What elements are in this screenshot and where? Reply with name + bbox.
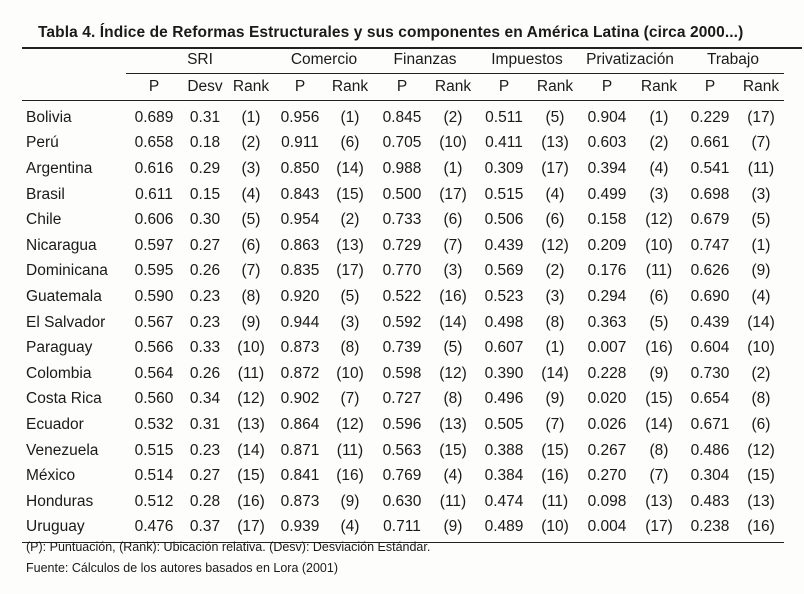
country-cell: Ecuador [26,415,84,433]
value-cell: 0.523 [484,287,524,305]
value-cell: (11) [237,364,265,382]
value-cell: 0.474 [484,492,524,510]
value-cell: 0.727 [382,390,422,408]
sub-header-cell: Rank [532,74,578,101]
value-cell: (16) [541,467,569,485]
value-cell: 0.394 [587,159,627,177]
table-row [22,412,784,438]
value-cell: 0.514 [134,467,174,485]
value-cell: (14) [645,415,673,433]
value-cell: 0.18 [189,134,221,152]
value-cell: 0.616 [134,159,174,177]
value-cell: 0.841 [280,467,320,485]
value-cell: (10) [532,515,578,543]
value-cell: (13) [439,415,467,433]
value-cell: 0.007 [587,339,627,357]
value-cell: 0.541 [690,159,730,177]
sub-header-cell: Rank [636,74,682,101]
value-cell: 0.598 [382,364,422,382]
value-cell: 0.845 [382,108,422,126]
table-row [22,156,784,182]
table-row [22,284,784,310]
value-cell: (15) [747,467,775,485]
value-cell: (9) [340,492,360,510]
value-cell: (10) [237,339,265,357]
value-cell: 0.384 [484,467,524,485]
value-cell: (6) [340,134,360,152]
value-cell: 0.304 [690,467,730,485]
table-row [22,233,784,259]
value-cell: (5) [340,287,360,305]
country-cell: Brasil [26,185,65,203]
table-row [22,489,784,515]
value-cell: (16) [645,339,673,357]
value-cell: (4) [649,159,669,177]
value-cell: (9) [751,262,771,280]
value-cell: 0.769 [382,467,422,485]
value-cell: 0.390 [484,364,524,382]
value-cell: (15) [541,441,569,459]
value-cell: (14) [541,364,569,382]
value-cell: 0.294 [587,287,627,305]
value-cell: (3) [545,287,565,305]
sub-header-cell: Rank [326,74,374,101]
group-header-sri: SRI [126,47,274,74]
value-cell: 0.739 [382,339,422,357]
value-cell: (15) [336,185,364,203]
value-cell: 0.770 [382,262,422,280]
table-row [22,131,784,157]
value-cell: 0.23 [189,287,221,305]
value-cell: 0.835 [280,262,320,280]
value-cell: 0.363 [587,313,627,331]
value-cell: 0.505 [484,415,524,433]
value-cell: (11) [541,492,569,510]
value-cell: (5) [443,339,463,357]
value-cell: 0.020 [587,390,627,408]
value-cell: (10) [439,134,467,152]
value-cell: (4) [545,185,565,203]
sub-header-cell: P [578,74,636,101]
country-cell: Chile [26,211,62,229]
value-cell: (2) [545,262,565,280]
value-cell: 0.098 [587,492,627,510]
value-cell: 0.872 [280,364,320,382]
value-cell: 0.698 [690,185,730,203]
value-cell: 0.411 [485,134,523,152]
value-cell: 0.26 [189,364,221,382]
value-cell: 0.564 [134,364,174,382]
value-cell: 0.388 [484,441,524,459]
country-cell: Dominicana [26,262,108,280]
value-cell: 0.476 [126,515,182,543]
value-cell: 0.733 [382,211,422,229]
value-cell: 0.603 [587,134,627,152]
sub-header-empty [22,74,126,101]
value-cell: (6) [649,287,669,305]
value-cell: (13) [645,492,673,510]
table-row [22,101,784,131]
value-cell: (17) [228,515,274,543]
value-cell: (11) [439,492,467,510]
value-cell: 0.23 [189,441,221,459]
value-cell: 0.28 [189,492,221,510]
value-cell: (4) [326,515,374,543]
value-cell: 0.843 [280,185,320,203]
value-cell: (16) [237,492,265,510]
value-cell: (8) [443,390,463,408]
value-cell: 0.522 [382,287,422,305]
country-cell: Nicaragua [26,236,97,254]
value-cell: 0.705 [382,134,422,152]
value-cell: 0.626 [690,262,730,280]
value-cell: 0.904 [587,108,627,126]
value-cell: (3) [649,185,669,203]
value-cell: (7) [649,467,669,485]
value-cell: (6) [241,236,261,254]
value-cell: 0.563 [382,441,422,459]
value-cell: 0.515 [484,185,524,203]
value-cell: 0.496 [484,390,524,408]
value-cell: (15) [237,467,265,485]
source-note: Fuente: Cálculos de los autores basados en Lora (2001) [26,561,338,575]
country-cell: Costa Rica [26,390,102,408]
value-cell: 0.988 [382,159,422,177]
value-cell: 0.592 [382,313,422,331]
value-cell: (13) [336,236,364,254]
value-cell: 0.956 [280,108,320,126]
value-cell: 0.596 [382,415,422,433]
value-cell: (12) [645,211,673,229]
table-row [22,207,784,233]
value-cell: 0.690 [690,287,730,305]
value-cell: 0.871 [280,441,320,459]
value-cell: (5) [545,108,565,126]
country-cell: Guatemala [26,287,102,305]
country-cell: Venezuela [26,441,99,459]
value-cell: 0.309 [484,159,524,177]
value-cell: (13) [541,134,569,152]
country-cell: México [26,467,76,485]
value-cell: (4) [241,185,261,203]
group-header-comercio: Comercio [274,47,374,74]
value-cell: 0.567 [134,313,174,331]
value-cell: 0.511 [485,108,523,126]
table-row [22,259,784,285]
value-cell: (13) [237,415,265,433]
sub-header-cell: P [274,74,326,101]
value-cell: 0.679 [690,211,730,229]
value-cell: 0.15 [189,185,221,203]
value-cell: 0.500 [382,185,422,203]
value-cell: 0.498 [484,313,524,331]
reform-index-table [22,47,784,543]
value-cell: 0.604 [690,339,730,357]
value-cell: 0.506 [484,211,524,229]
value-cell: (12) [237,390,265,408]
value-cell: 0.595 [134,262,174,280]
value-cell: (1) [340,108,360,126]
country-cell: Uruguay [22,515,126,543]
value-cell: (9) [545,390,565,408]
corner-cell [22,47,126,74]
value-cell: 0.158 [587,211,627,229]
value-cell: (11) [645,262,673,280]
value-cell: 0.209 [587,236,627,254]
value-cell: 0.920 [280,287,320,305]
value-cell: (4) [751,287,771,305]
value-cell: (14) [747,313,775,331]
value-cell: (3) [241,159,261,177]
abbreviations-note: (P): Puntuación, (Rank): Ubicación relativa. (Desv): Desviación Estándar. [26,540,431,554]
value-cell: 0.902 [280,390,320,408]
sub-header-cell: P [374,74,430,101]
sub-header-cell: Rank [738,74,784,101]
value-cell: (6) [751,415,771,433]
value-cell: 0.590 [134,287,174,305]
value-cell: 0.566 [134,339,174,357]
value-cell: 0.873 [280,492,320,510]
value-cell: 0.606 [134,211,174,229]
value-cell: 0.31 [189,415,221,433]
group-header-row [22,47,784,74]
value-cell: 0.37 [182,515,228,543]
country-cell: El Salvador [26,313,106,331]
value-cell: (2) [751,364,771,382]
value-cell: 0.611 [135,185,173,203]
value-cell: (7) [443,236,463,254]
value-cell: 0.654 [690,390,730,408]
value-cell: (4) [443,467,463,485]
value-cell: (10) [336,364,364,382]
value-cell: 0.911 [281,134,319,152]
value-cell: (7) [241,262,261,280]
value-cell: 0.238 [682,515,738,543]
group-header-impuestos: Impuestos [476,47,578,74]
value-cell: (8) [751,390,771,408]
value-cell: (14) [336,159,364,177]
value-cell: (9) [430,515,476,543]
value-cell: (8) [545,313,565,331]
value-cell: 0.954 [280,211,320,229]
value-cell: (17) [747,108,775,126]
sub-header-cell: Desv [182,74,228,101]
country-cell: Perú [26,134,59,152]
value-cell: (2) [340,211,360,229]
value-cell: (3) [751,185,771,203]
value-cell: 0.23 [189,313,221,331]
value-cell: (17) [439,185,467,203]
value-cell: 0.661 [690,134,730,152]
value-cell: (5) [649,313,669,331]
value-cell: 0.729 [382,236,422,254]
value-cell: 0.597 [134,236,174,254]
value-cell: (7) [340,390,360,408]
value-cell: 0.27 [189,467,221,485]
table-row [22,515,784,543]
group-header-trabajo: Trabajo [682,47,784,74]
value-cell: 0.483 [690,492,730,510]
value-cell: (14) [237,441,265,459]
sub-header-cell: P [682,74,738,101]
value-cell: (3) [340,313,360,331]
value-cell: 0.512 [134,492,174,510]
value-cell: 0.29 [189,159,221,177]
value-cell: (2) [649,134,669,152]
value-cell: 0.711 [374,515,430,543]
value-cell: 0.671 [690,415,730,433]
value-cell: (15) [645,390,673,408]
table-body [22,101,784,543]
value-cell: (16) [738,515,784,543]
sub-header-cell: P [476,74,532,101]
value-cell: 0.31 [189,108,221,126]
value-cell: 0.34 [189,390,221,408]
value-cell: (1) [649,108,669,126]
value-cell: 0.27 [189,236,221,254]
value-cell: (14) [439,313,467,331]
country-cell: Honduras [26,492,94,510]
value-cell: (1) [751,236,771,254]
value-cell: (9) [649,364,669,382]
value-cell: (10) [645,236,673,254]
table-row [22,463,784,489]
value-cell: (11) [336,441,364,459]
value-cell: 0.270 [587,467,627,485]
value-cell: 0.864 [280,415,320,433]
value-cell: 0.560 [134,390,174,408]
value-cell: (12) [747,441,775,459]
value-cell: 0.30 [189,211,221,229]
value-cell: (2) [241,134,261,152]
value-cell: (11) [747,159,775,177]
value-cell: 0.486 [690,441,730,459]
value-cell: 0.33 [189,339,221,357]
table-row [22,387,784,413]
value-cell: (13) [747,492,775,510]
value-cell: 0.489 [476,515,532,543]
value-cell: 0.439 [484,236,524,254]
value-cell: (7) [545,415,565,433]
value-cell: (12) [336,415,364,433]
value-cell: 0.026 [587,415,627,433]
value-cell: (6) [443,211,463,229]
value-cell: (1) [443,159,463,177]
value-cell: 0.730 [690,364,730,382]
group-header-privatizacion: Privatización [578,47,682,74]
value-cell: 0.267 [587,441,627,459]
sub-header-cell: Rank [228,74,274,101]
value-cell: (8) [241,287,261,305]
value-cell: 0.228 [587,364,627,382]
value-cell: (8) [340,339,360,357]
value-cell: 0.004 [578,515,636,543]
value-cell: (15) [439,441,467,459]
value-cell: (1) [241,108,261,126]
value-cell: (6) [545,211,565,229]
value-cell: 0.850 [280,159,320,177]
table-row [22,182,784,208]
value-cell: 0.229 [690,108,730,126]
value-cell: 0.515 [134,441,174,459]
value-cell: 0.499 [587,185,627,203]
value-cell: 0.689 [134,108,174,126]
value-cell: 0.176 [587,262,627,280]
value-cell: 0.532 [134,415,174,433]
value-cell: (17) [541,159,569,177]
value-cell: (9) [241,313,261,331]
value-cell: (7) [751,134,771,152]
value-cell: (3) [443,262,463,280]
value-cell: 0.863 [280,236,320,254]
value-cell: (2) [443,108,463,126]
country-cell: Colombia [26,364,92,382]
country-cell: Bolivia [26,108,72,126]
sub-header-row [22,74,784,101]
value-cell: 0.569 [484,262,524,280]
value-cell: (1) [545,339,565,357]
group-header-finanzas: Finanzas [374,47,476,74]
value-cell: (17) [636,515,682,543]
sub-header-cell: P [126,74,182,101]
value-cell: 0.939 [274,515,326,543]
value-cell: (16) [439,287,467,305]
table-title: Tabla 4. Índice de Reformas Estructurales y sus componentes en América Latina (circa 2000...) [38,24,744,41]
value-cell: (8) [649,441,669,459]
value-cell: 0.26 [189,262,221,280]
value-cell: 0.630 [382,492,422,510]
table-row [22,310,784,336]
value-cell: (12) [439,364,467,382]
value-cell: 0.873 [280,339,320,357]
country-cell: Argentina [26,159,93,177]
value-cell: (16) [336,467,364,485]
value-cell: 0.747 [690,236,730,254]
value-cell: (5) [751,211,771,229]
sub-header-cell: Rank [430,74,476,101]
value-cell: 0.439 [690,313,730,331]
value-cell: (17) [336,262,364,280]
value-cell: 0.658 [134,134,174,152]
table-row [22,361,784,387]
table-row [22,335,784,361]
table-row [22,438,784,464]
country-cell: Paraguay [26,339,93,357]
value-cell: 0.944 [280,313,320,331]
value-cell: 0.607 [484,339,524,357]
value-cell: (5) [241,211,261,229]
value-cell: (12) [541,236,569,254]
value-cell: (10) [747,339,775,357]
